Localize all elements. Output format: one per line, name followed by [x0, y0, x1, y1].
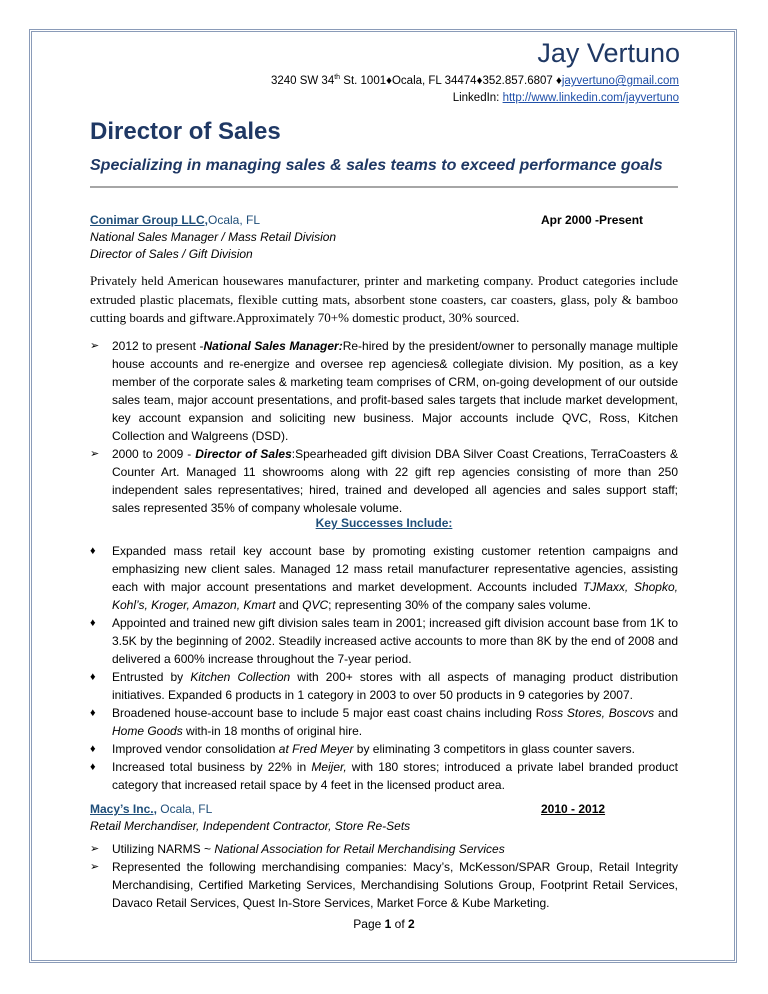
diamond-bullet-icon: ♦ [90, 743, 96, 755]
job2-company[interactable]: Macy’s Inc., [90, 802, 157, 816]
job2-location: Ocala, FL [156, 802, 213, 816]
diamond-bullet-icon: ♦ [90, 617, 96, 629]
arrow-bullet-icon: ➢ [90, 448, 100, 460]
success6-end: with 180 stores; introduced a private label branded product category that increased retail space by 4 feet in the licensed product area. [112, 760, 679, 792]
success4-end: with-in 18 months of original hire. [182, 724, 363, 738]
footer-of: of [391, 917, 409, 931]
success5-text: Improved vendor consolidation [112, 742, 279, 756]
linkedin-line [453, 92, 679, 104]
job2-bullets [90, 840, 678, 912]
job2-b1-org: National Association for Retail Merchandising Services [214, 842, 505, 856]
job1-b2-text: :Spearheaded gift division DBA Silver Coast Creations, TerraCoasters & Counter Art. Managed 11 showrooms along with 22 gift rep agencies consisting of more than 250 independent sales representatives; hired, trained and developed all agencies and sales support staff; sales represented 35% of company wholesale volume. [112, 447, 678, 515]
diamond-bullet-icon: ♦ [90, 761, 96, 773]
job1-b2-date: 2000 to 2009 - [112, 447, 196, 461]
diamond-bullet-icon: ♦ [90, 671, 96, 683]
success1-text: Expanded mass retail key account base by promoting existing customer retention campaigns and emphasizing new client sales. Managed 12 mass retail manufacturer representative agencies, assisting each with major account presentations and market development. Accounts included [112, 544, 678, 594]
job1-company-line [90, 213, 260, 227]
headline-title: Director of Sales [90, 118, 281, 145]
success5-end: by eliminating 3 competitors in glass counter savers. [353, 742, 635, 756]
job1-role1: National Sales Manager / Mass Retail Division [90, 230, 337, 244]
job1-role2: Director of Sales / Gift Division [90, 247, 253, 261]
success6-text: Increased total business by 22% in [112, 760, 312, 774]
job1-b1-text: Re-hired by the president/owner to personally manage multiple house accounts and re-energize and oversee rep agencies& collegiate division. My position, as a key member of the corporate sales & marketing team comprises of CRM, on-going development of our outside sales team, major account presentations, and profit-based sales targets that include market development, key account expansion and soliciting new business. Major accounts include QVC, Ross, Kitchen Collection and Walgreens (DSD). [112, 339, 678, 443]
successes-list [90, 542, 678, 794]
list-item [90, 758, 678, 794]
job2-role: Retail Merchandiser, Independent Contractor, Store Re-Sets [90, 819, 411, 833]
footer-page: 1 [384, 917, 392, 931]
list-item [90, 337, 678, 445]
list-item [90, 840, 678, 858]
success1-and: and [275, 598, 303, 612]
success3-kc: Kitchen Collection [190, 670, 291, 684]
address-street: 3240 SW 34 [270, 74, 335, 87]
job1-description: Privately held American housewares manufacturer, printer and marketing company. Product categories include extruded plastic placemats, flexible cutting mats, absorbent stone coasters, car coasters, glass, poly & bamboo cutting boards and giftware.Approximately 70+% domestic product, 30% sourced. [90, 273, 678, 325]
arrow-bullet-icon: ➢ [90, 340, 100, 352]
list-item [90, 668, 678, 704]
success4-hg: Home Goods [112, 724, 183, 738]
list-item [90, 704, 678, 740]
job2-company-line [90, 802, 212, 816]
success6-meijer: Meijer, [311, 760, 347, 774]
success2-text: Appointed and trained new gift division sales team in 2001; increased gift division account base from 1K to 3.5K by the beginning of 2002. Steadily increased active accounts to more than 8K by the end of 2008 and delivered a 600% increase throughout the 7-year period. [112, 616, 678, 666]
diamond-bullet-icon: ♦ [90, 545, 96, 557]
job1-location: Ocala, FL [208, 213, 261, 227]
job1-bullets [90, 337, 678, 517]
footer-label: Page [353, 917, 385, 931]
job2-b1-text: Utilizing NARMS ~ [112, 842, 215, 856]
email-link[interactable]: jayvertuno@gmail.com [561, 74, 679, 87]
page-footer [0, 917, 768, 931]
success1-qvc: QVC [302, 598, 329, 612]
arrow-bullet-icon: ➢ [90, 861, 100, 873]
footer-total: 2 [408, 917, 415, 931]
success3-end: with 200+ stores with all aspects of managing product distribution initiatives. Expanded 6 products in 1 category in 2003 to over 50 products in 9 categories by 2007. [112, 670, 678, 702]
linkedin-link[interactable]: http://www.linkedin.com/jayvertuno [502, 92, 679, 104]
headline-subtitle: Specializing in managing sales & sales teams to exceed performance goals [90, 157, 663, 174]
job1-company[interactable]: Conimar Group LLC, [90, 213, 208, 227]
job1-b1-title: National Sales Manager: [203, 339, 343, 353]
divider [90, 186, 678, 188]
job2-dates: 2010 - 2012 [541, 802, 606, 816]
address-rest: St. 1001♦Ocala, FL 34474♦352.857.6807 ♦ [340, 74, 562, 87]
list-item [90, 858, 678, 912]
contact-line [271, 74, 679, 87]
list-item [90, 445, 678, 517]
arrow-bullet-icon: ➢ [90, 843, 100, 855]
key-successes-heading: Key Successes Include: [315, 516, 453, 530]
list-item [90, 740, 678, 758]
success1-accounts: TJMaxx, Shopko, Kohl’s, Kroger, Amazon, Kmart [112, 580, 678, 612]
job2-b2-text: Represented the following merchandising companies: Macy’s, McKesson/SPAR Group, Retail Integrity Merchandising, Certified Marketing Services, Merchandising Solutions Group, Footprint Retail Services, Davaco Retail Services, Quest In-Store Services, Market Force & Kube Marketing. [112, 860, 678, 910]
success5-fm: at Fred Meyer [278, 742, 354, 756]
success1-end: ; representing 30% of the company sales volume. [328, 598, 591, 612]
list-item [90, 614, 678, 668]
success4-stores: oss Stores, Boscovs [544, 706, 655, 720]
success3-text: Entrusted by [112, 670, 191, 684]
diamond-bullet-icon: ♦ [90, 707, 96, 719]
job1-b2-title: Director of Sales [195, 447, 292, 461]
address-ordinal: th [334, 74, 341, 81]
job1-dates: Apr 2000 -Present [541, 213, 644, 227]
resume-name: Jay Vertuno [537, 38, 680, 68]
list-item [90, 542, 678, 614]
job1-b1-date: 2012 to present - [112, 339, 204, 353]
linkedin-label: LinkedIn: [452, 92, 503, 104]
success4-and: and [654, 706, 678, 720]
success4-text: Broadened house-account base to include 5 major east coast chains including R [112, 706, 545, 720]
